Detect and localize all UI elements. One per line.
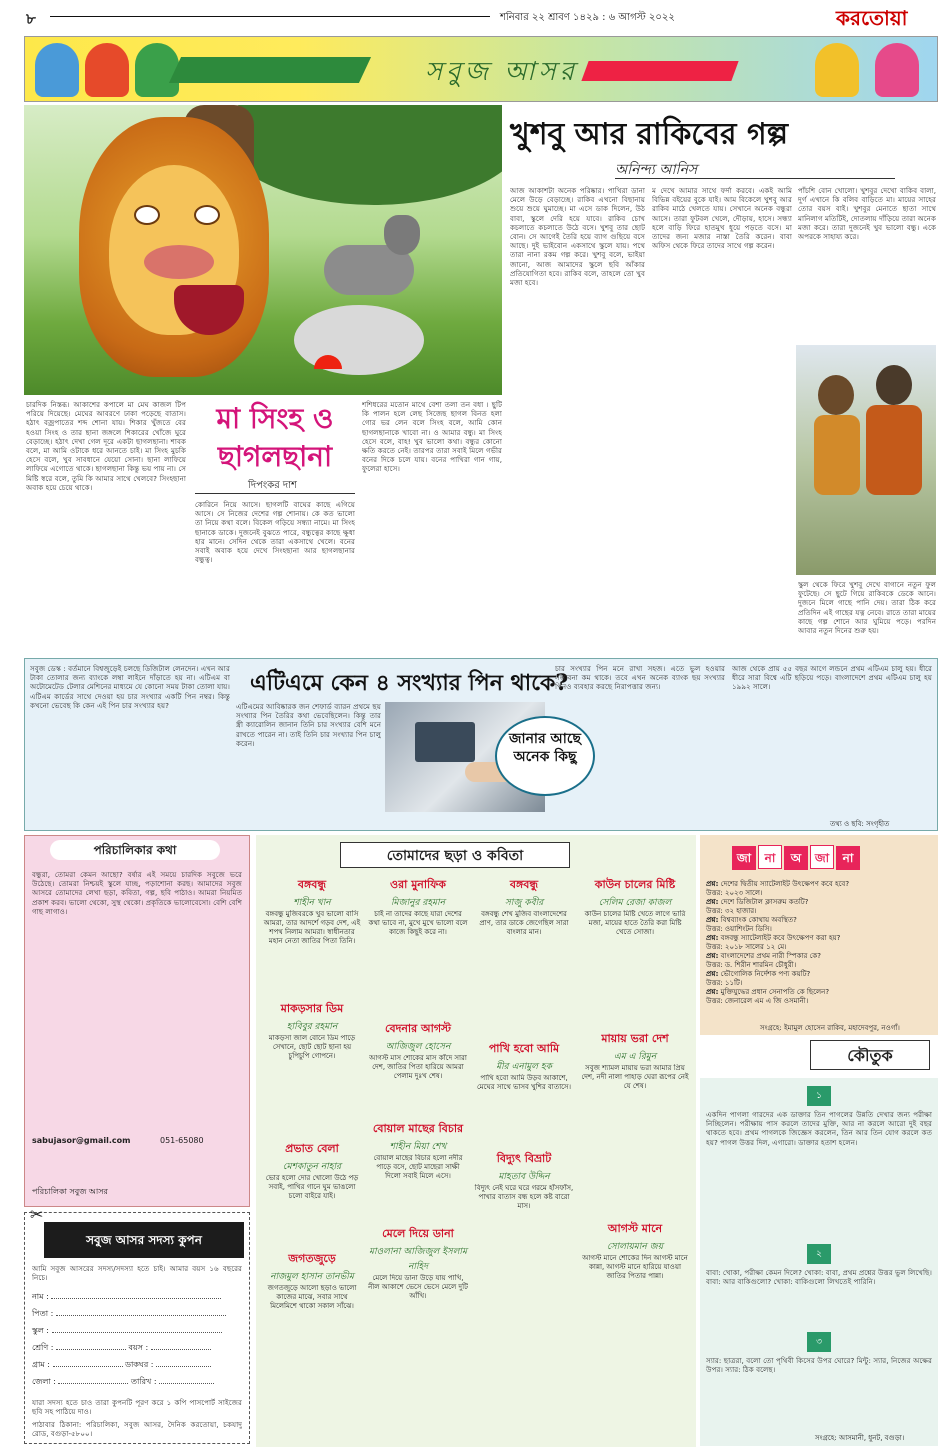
poem-title: পাখি হবো আমি (488, 1042, 560, 1055)
cartoon-kid-icon (815, 43, 859, 97)
quiz-item: প্রশ্ন: বঙ্গবন্ধু স্যাটেলাইট কবে উৎক্ষেপণ করা হয়? উত্তর: ২০১৮ সালের ১২ মে। (706, 934, 841, 951)
lion-story-title: মা সিংহ ও ছাগলছানা (216, 402, 334, 473)
cartoon-kid-icon (875, 43, 919, 97)
poem-card (262, 1250, 362, 1434)
father-field[interactable] (56, 1315, 226, 1316)
quiz-list (706, 880, 934, 1006)
editor-sign: পরিচালিকা সবুজ আসর (32, 1187, 108, 1196)
kids-backpack-photo (796, 345, 936, 575)
page-number: ৮ (26, 10, 36, 28)
poem-author: শাহীন খান (293, 898, 331, 908)
quiz-item: প্রশ্ন: দেশের দ্বিতীয় স্যাটেলাইট উৎক্ষেপণ কবে হবে? উত্তর: ২০২৩ সালে। (706, 880, 850, 897)
quiz-item: প্রশ্ন: বিশ্বব্যাংক কোথায় অবস্থিত? উত্তর: ওয়াশিংটন ডিসি। (706, 916, 797, 933)
name-field[interactable] (51, 1298, 221, 1299)
joke-number: ৩ (807, 1332, 831, 1352)
school-field[interactable] (52, 1332, 222, 1333)
poem-title: বিদ্যুৎ বিভ্রাট (496, 1152, 552, 1165)
poem-body: কাউন চালের মিষ্টি খেতে লাগে ভারি মজা, মায়ের হাতে তৈরি করা মিষ্টি খেতে সোজা। (584, 910, 686, 936)
quiz-heading-letter: জা (732, 846, 756, 870)
poem-author: শাহীন মিয়া শেখ (389, 1142, 447, 1152)
coupon-field-label: শ্রেণি (32, 1343, 49, 1352)
joke-list (706, 1086, 932, 1396)
poem-card (262, 876, 362, 990)
quiz-credit: সংগ্রহে: ইমামুল হোসেন রাকিব, মহাদেবপুর, নওগাঁ। (760, 1024, 900, 1032)
poem-card (368, 876, 468, 990)
poem-body: চাই না তাদের কাছে যারা দেশের কথা ভাবে না, মুখে মুখে ভালো বলে কাজে কিছুই করে না। (368, 910, 468, 936)
coupon-field-label: স্কুল (32, 1326, 44, 1335)
main-story-col2: ম দেখে আমার সাথে ফর্দা করবে। একই আমি বিভিন্ন বইয়ের বুকে যাই। আম বিকেলে খুশবু আর রাকিব মাঠে খেলতে যায়। সেখানে অনেক বন্ধুরা আসে। তারা ফুটবল খেলে, দৌড়ায়, হাসে। সন্ধ্যা হলে বাড়ি ফিরে হাতমুখ ধুয়ে পড়তে বসে। মা তাদের জন্য মজার নাস্তা তৈরি করেন। বাবা অফিস থেকে ফিরে তাদের সাথে গল্প করেন। (652, 186, 792, 251)
joke-number: ১ (807, 1086, 831, 1106)
main-story-col4: স্কুল থেকে ফিরে খুশবু দেখে বাগানে নতুন ফুল ফুটেছে। সে ছুটে গিয়ে রাকিবকে ডেকে আনে। দুজনে মিলে গাছে পানি দেয়। তারা ঠিক করে প্রতিদিন এই গাছের যত্ন নেবে। রাতে তারা মায়ের কাছে গল্প শোনে আর ঘুমিয়ে পড়ে। পরদিন আবার নতুন দিনের শুরু হয়। (798, 580, 936, 636)
atm-far-text: আজ থেকে প্রায় ৫৫ বছর আগে লন্ডনে প্রথম এটিএম চালু হয়। ধীরে ধীরে সারা বিশ্বে এটি ছড়িয়ে পড়ে। বাংলাদেশে প্রথম এটিএম চালু হয় ১৯৯২ সালে। (732, 664, 932, 692)
poem-card (580, 876, 690, 990)
poem-author: মীর এনামুল হক (496, 1062, 552, 1072)
poem-title: বঙ্গবন্ধু (509, 878, 539, 891)
poem-author: সোলায়মান জয় (606, 1242, 664, 1252)
poem-title: বোয়াল মাছের বিচার (372, 1122, 464, 1135)
main-story-title: খুশবু আর রাকিবের গল্প (510, 117, 789, 152)
poem-body: সবুজ শ্যামল মায়ায় ভরা আমার প্রিয় দেশ, নদী নালা পাহাড় ঘেরা রূপের নেই যে শেষ। (581, 1064, 689, 1090)
quiz-item: প্রশ্ন: দেশে ডিজিটাল ক্লাসরুম কতটি? উত্তর: ৩২ হাজার। (706, 898, 809, 915)
poem-author: আজিজুল হোসেন (385, 1042, 451, 1052)
poem-card (474, 1040, 574, 1154)
joke-number: ২ (807, 1244, 831, 1264)
quiz-heading-letter: না (758, 845, 782, 869)
coupon-field-label: বয়স (128, 1343, 143, 1352)
poem-body: জগতজুড়ে আলো ছড়াও ভালো কাজের মাঝে, সবার সাথে মিলেমিশে থাকো সকাল সাঁঝে। (267, 1284, 357, 1310)
coupon-field-label: জেলা (32, 1377, 51, 1386)
header-date: শনিবার ২২ শ্রাবণ ১৪২৯ : ৬ আগস্ট ২০২২ (500, 12, 675, 23)
poem-author: মেশকাতুন নাহার (282, 1162, 342, 1172)
atm-right-text: চার সংখ্যার পিন মনে রাখা সহজ। এতে ভুল হওয়ার সম্ভাবনা কম থাকে। তবে এখন অনেক ব্যাংক ছয় সংখ্যার পিনও ব্যবহার করছে নিরাপত্তার জন্য। (555, 664, 725, 692)
joke-credit: সংগ্রহে: আসমানী, ধুনট, বগুড়া। (815, 1434, 905, 1442)
main-story-col3: পাঁচশি বোন খোলো। খুশবুর দেখো বাকিব বালা, দুর্গ এখানে কি বলিব বাড়িতে মা। মায়ের সাহের তোর বয়স বাই। খুশবুর মেনাতে ছাতা সাথে মানিলাগ মতিটিই, দোতলায় দাঁড়িয়ে তারা অনেক মজা করে। তারা দুজনেই খুব ভালো বন্ধু। একে অপরকে সাহায্য করে। (798, 186, 936, 242)
lion-story-col1: চারদিক নিস্তব্ধ। আকাশের কপালে মা মেঘ কাজল টিপ পরিয়ে দিয়েছে। মেঘের আবরণে ঢাকা পড়েছে বাতাস। হঠাৎ বজ্রপাতের শব্দ শোনা যায়। শিকার খুঁজতে বের হওয়া সিংহ ও তার ছানা জঙ্গলে শিকারের খোঁজে ঘুরে বেড়াচ্ছে। হঠাৎ দেখা গেল দূরে একটা ছাগলছানা। শাবক বলে, মা আমি ওটাকে ধরে আনতে চাই। মা সিংহ মুচকি হেসে বলে, খুব সাবধানে যেয়ো সোনা। ছানা লাফিয়ে লাফিয়ে এগোতে থাকে। ছাগলছানা কিন্তু ভয় পায় না। সে মিষ্টি স্বরে বলে, তুমি কি আমার সাথে খেলবে? সিংহছানা অবাক হয়ে চেয়ে থাকে। (26, 400, 186, 492)
poem-card (368, 1020, 468, 1134)
poem-author: সেলিম রেজা কাজল (598, 898, 672, 908)
quiz-heading-letter: জা (810, 845, 834, 869)
lion-story-col3: শশিধরের মতোন মাথে বেশা তলা তন বধা । ছুটি কি পালন হলে লেছ সিজেছ ছাগল বিনত হলা গোর ভর লেন বলে সিংহ বলে, আমি কোন ছাগলছানাকে খাবো না। ও আমার বন্ধু। মা সিংহ হেসে বলে, বাহ! খুব ভালো কথা। বন্ধুর কোনো ক্ষতি করতে নেই। তারপর তারা সবাই মিলে গভীর বনের দিকে চলে যায়। বনের পাখিরা গান গায়, ফুলেরা হাসে। (362, 400, 502, 474)
poem-body: মেলে দিয়ে ডানা উড়ে যায় পাখি, নীল আকাশে ভেসে ভেসে মেলে দুটি আঁখি। (368, 1274, 468, 1300)
quiz-item: প্রশ্ন: মুক্তিযুদ্ধের প্রধান সেনাপতি কে ছিলেন? উত্তর: জেনারেল এম এ জি ওসমানী। (706, 988, 830, 1005)
poem-author: মিজানুর রহমান (390, 898, 446, 908)
quiz-heading-letter: অ (784, 846, 808, 870)
poem-title: বেদনার আগস্ট (384, 1022, 452, 1035)
poem-card (368, 1225, 468, 1444)
poem-title: মায়ায় ভরা দেশ (601, 1032, 669, 1045)
atm-title: এটিএমে কেন ৪ সংখ্যার পিন থাকে? (250, 670, 569, 696)
poem-body: বিদ্যুৎ নেই ঘরে ঘরে গরমে হাঁসফাঁস, পাখার বাতাস বন্ধ হলে কষ্ট বারো মাস। (474, 1184, 574, 1210)
date-field[interactable] (159, 1383, 214, 1384)
poem-title: কাউন চালের মিষ্টি (594, 878, 676, 891)
village-field[interactable] (53, 1366, 123, 1367)
poem-card (580, 1220, 690, 1424)
coupon-field-label: তারিখ (131, 1377, 152, 1386)
quiz-item: প্রশ্ন: বাংলাদেশের প্রথম নারী স্পিকার কে? উত্তর: ড. শিরীন শারমিন চৌধুরী। (706, 952, 822, 969)
district-field[interactable] (58, 1383, 128, 1384)
poem-title: বঙ্গবন্ধু (297, 878, 327, 891)
editor-heading: পরিচালিকার কথা (50, 840, 220, 860)
coupon-field-label: পিতা (32, 1309, 49, 1318)
poem-body: বঙ্গবন্ধু মুজিবরকে খুব ভালো বাসি আমরা, তার আদর্শে গড়ব দেশ, এই শপথ নিলাম আমরা। স্বাধীনতার মহান নেতা জাতির পিতা তিনি। (263, 910, 361, 945)
poem-title: জগতজুড়ে (288, 1252, 336, 1265)
main-story-col1: আজ আকাশটা অনেক পরিষ্কার। পাখিরা ডানা মেলে উড়ে বেড়াচ্ছে। রাকিব এখনো বিছানায় শুয়ে শুয়ে ঘুমাচ্ছে। মা এসে ডাক দিলেন, উঠ বাবা, স্কুলে দেরি হয়ে যাবে। রাকিব চোখ কচলাতে কচলাতে উঠে বসে। খুশবু তার ছোট বোন। সে আগেই তৈরি হয়ে ব্যাগ গুছিয়ে বসে আছে। দুই ভাইবোন একসাথে স্কুলে যায়। পথে তারা নানা রকম গল্প করে। খুশবু বলে, ভাইয়া জানো, আজ আমাদের স্কুলে ছবি আঁকার প্রতিযোগিতা হবে। রাকিব বলে, তাহলে তো খুব মজা হবে। (510, 186, 645, 288)
atm-left-text: সবুজ ডেস্ক : বর্তমানে বিশ্বজুড়েই চলছে ডিজিটাল লেনদেন। এখন আর টাকা তোলার জন্য ব্যাংকে লম্বা লাইনে দাঁড়াতে হয় না। এটিএম বা অটোমেটেড টেলার মেশিনের মাধ্যমে যে কোনো সময় টাকা তোলা যায়। এটিএম কার্ডের সাথে দেওয়া হয় চার সংখ্যার একটি পিন নম্বর। কিন্তু কখনো ভেবেছ কি কেন এই পিন চার সংখ্যার হয়? (30, 664, 230, 710)
poem-body: বোয়াল মাছের বিচার হলো নদীর পাড়ে বসে, ছোট মাছেরা সাক্ষী দিলো সবাই মিলে এসে। (373, 1154, 463, 1180)
banner-ribbon (581, 61, 738, 81)
lion-story-col2: কোরিনে নিয়ে আসে। ছাগলটি বাঘের কাছে এগিয়ে আসে। সে নিজের দেশের গল্প শোনায়। কে কত ভালো তা নিয়ে কথা বলে। বিকেল গড়িয়ে সন্ধ্যা নামে। মা সিংহ ছানাকে ডাকে। দুজনেই বুঝতে পারে, বন্ধুত্বের কাছে ক্ষুধা হার মানে। সেদিন থেকে তারা একসাথে খেলে। বনের সবাই অবাক হয়ে দেখে সিংহছানা আর ছাগলছানার বন্ধুত্ব। (195, 500, 355, 565)
coupon-address: পাঠাবার ঠিকানা: পরিচালিকা, সবুজ আসর, দৈনিক করতোয়া, চকযাদু রোড, বগুড়া-৫৮০০। (32, 1420, 242, 1439)
brand-logo: করতোয়া (836, 6, 908, 30)
poem-card (262, 1140, 362, 1244)
postoffice-field[interactable] (156, 1366, 211, 1367)
editor-body: বন্ধুরা, তোমরা কেমন আছো? বর্ষার এই সময়ে চারদিক সবুজে ভরে উঠেছে। তোমরা নিশ্চয়ই স্কুলে যাচ্ছ, পড়াশোনা করছ। আমাদের সবুজ আসরে তোমাদের লেখা ছড়া, কবিতা, গল্প, ছবি পাঠাও। আমরা নিয়মিত প্রকাশ করব। ভালো থেকো, সুস্থ থেকো। প্রকৃতিকে ভালোবেসো। বেশি বেশি গাছ লাগাও। (32, 870, 242, 916)
poem-author: মাহতাব উদ্দিন (498, 1172, 550, 1182)
quiz-heading (732, 845, 862, 877)
coupon-form: নাম : পিতা : স্কুল : শ্রেণি : বয়স : গ্রাম : ডাকঘর : জেলা : তারিখ : (32, 1288, 242, 1390)
poem-body: পাখি হবো আমি উড়ব আকাশে, মেঘের সাথে ভাসব খুশির বাতাসে। (476, 1074, 572, 1091)
poem-card (262, 1000, 362, 1154)
poem-body: বঙ্গবন্ধু শেখ মুজিব বাংলাদেশের প্রাণ, তার ডাকে জেগেছিল সারা বাংলার মান। (479, 910, 569, 936)
poem-title: প্রভাত বেলা (285, 1142, 339, 1155)
header-rule (50, 16, 490, 17)
editor-email[interactable]: sabujasor@gmail.com (32, 1136, 131, 1145)
scissors-icon: ✂ (30, 1205, 44, 1224)
poem-card (474, 876, 574, 990)
poem-card (368, 1120, 468, 1234)
cartoon-kid-icon (135, 43, 179, 97)
banner-ribbon (169, 57, 371, 83)
coupon-intro: আমি সবুজ আসরের সদস্য/সদস্যা হতে চাই। আমার বয়স ১৬ বছরের নিচে। (32, 1264, 242, 1283)
author-rule (615, 178, 895, 179)
banner-title: সবুজ আসর (425, 57, 578, 87)
poem-title: ওরা মুনাফিক (390, 878, 446, 891)
age-field[interactable] (151, 1349, 211, 1350)
coupon-heading: সবুজ আসর সদস্য কুপন (44, 1222, 244, 1258)
section-banner (24, 36, 938, 102)
cartoon-kid-icon (35, 43, 79, 97)
poem-card (580, 1030, 690, 1184)
lion-story-author: দিপংকর দাশ (248, 480, 297, 491)
lion-goat-illustration (24, 105, 502, 395)
poem-title: মাকড়সার ডিম (280, 1002, 344, 1015)
quiz-item: প্রশ্ন: ভৌগোলিক নির্দেশক পণ্য কয়টি? উত্তর: ১১টি। (706, 970, 811, 987)
main-story-author: অনিন্দ্য আনিস (615, 162, 698, 178)
atm-credit: তথ্য ও ছবি: সংগৃহীত (830, 820, 890, 828)
poem-body: ভোর হলো দোর খোলো উঠে পড় সবাই, পাখির গানে ঘুম ভাঙলো চলো বাইরে যাই। (265, 1174, 359, 1200)
poem-body: আগস্ট মানে শোকের দিন আগস্ট মানে কান্না, আগস্ট মানে হারিয়ে যাওয়া জাতির পিতার পান্না। (582, 1254, 688, 1280)
poem-title: মেলে দিয়ে ডানা (382, 1227, 454, 1240)
poem-author: এম এ রিমুন (613, 1052, 657, 1062)
poem-author: মাওলানা আজিজুল ইসলাম নাহিদ (368, 1247, 468, 1272)
poem-author: হাবিবুর রহমান (286, 1022, 338, 1032)
coupon-field-label: ডাকঘর (125, 1360, 149, 1369)
poem-card (474, 1150, 574, 1284)
joke-text: বাবা: খোকা, পরীক্ষা কেমন দিলে? খোকা: বাবা, প্রথম প্রশ্নের উত্তর ভুল লিখেছি। বাবা: আর বাকিগুলো? খোকা: বাকিগুলো লিখতেই পারিনি। (706, 1268, 932, 1287)
poem-author: সাজু কবীর (504, 898, 544, 908)
coupon-note: যারা সদস্য হতে চাও তারা কুপনটি পূরণ করে ১ কপি পাসপোর্ট সাইজের ছবি সহ পাঠিয়ে দাও। (32, 1398, 242, 1417)
atm-badge: জানার আছে অনেক কিছু (495, 716, 595, 796)
poem-body: মাকড়সা জাল বোনে ডিম পাড়ে সেখানে, ছোট ছোট ছানা হয় চুপিচুপি গোপনে। (268, 1034, 356, 1060)
editor-phone: 051-65080 (160, 1136, 204, 1145)
poem-title: আগস্ট মানে (607, 1222, 663, 1235)
quiz-heading-letter: না (836, 846, 860, 870)
poem-body: আগস্ট মাস শোকের মাস কাঁদে সারা দেশ, জাতির পিতা হারিয়ে আমরা পেলাম দুঃখ শেষ। (369, 1054, 467, 1080)
poem-author: নাজমুল হাসান তানভীম (270, 1272, 354, 1282)
poems-heading: তোমাদের ছড়া ও কবিতা (340, 842, 570, 868)
joke-heading: কৌতুক (810, 1040, 930, 1070)
joke-text: একদিন পাগলা গারদের এক ডাক্তার তিন পাগলের উন্নতি দেখার জন্য পরীক্ষা নিচ্ছিলেন। পরীক্ষায় পাস করলে তাদের মুক্তি, আর না করলে আরো দুই বছর থাকতে হবে। প্রথম পাগলকে জিজ্ঞেস করলেন, তিন আর তিন যোগ করলে কত হয়? পাগল উত্তর দিল, এগারো। ডাক্তার হতাশ হলেন। (706, 1110, 932, 1147)
class-field[interactable] (56, 1349, 126, 1350)
cartoon-kid-icon (85, 43, 129, 97)
atm-mid-text: এটিএমের আবিষ্কারক জন শেফার্ড ব্যারন প্রথমে ছয় সংখ্যার পিন তৈরির কথা ভেবেছিলেন। কিন্তু তার স্ত্রী ক্যারোলিন জানান তিনি চার সংখ্যার বেশি মনে রাখতে পারেন না। তাই তিনি চার সংখ্যার পিন চালু করেন। (236, 702, 381, 748)
coupon-field-label: নাম (32, 1292, 44, 1301)
joke-text: স্যার: ছাত্ররা, বলো তো পৃথিবী কিসের উপর ঘোরে? মিন্টু: স্যার, নিজের অক্ষের উপর। স্যার: ঠিক বলেছ। (706, 1356, 932, 1375)
coupon-field-label: গ্রাম (32, 1360, 45, 1369)
